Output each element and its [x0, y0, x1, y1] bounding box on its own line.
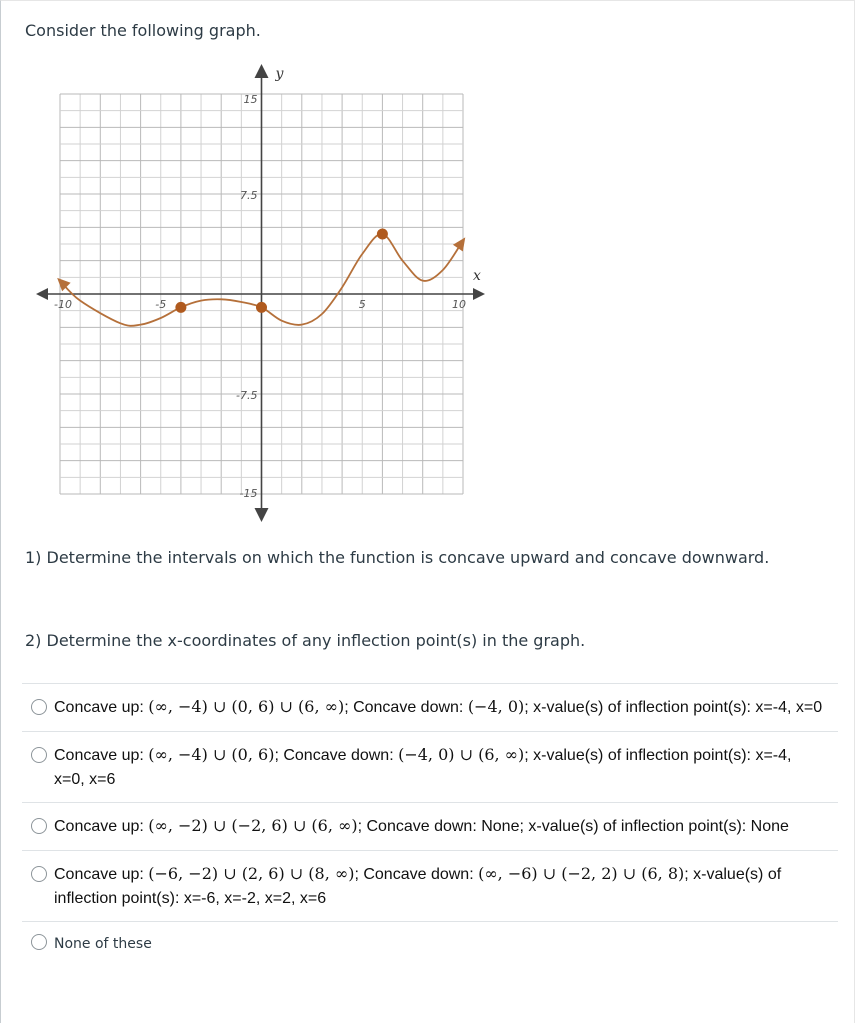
- option-math-up: (∞, −4) ∪ (0, 6): [148, 745, 275, 764]
- option-text-mid: ; Concave down: None; x-value(s) of inflection point(s): None: [357, 818, 789, 835]
- option-math-up: (−6, −2) ∪ (2, 6) ∪ (8, ∞): [148, 864, 355, 883]
- y-axis-label: y: [275, 66, 284, 82]
- option-math-down: (−4, 0) ∪ (6, ∞): [398, 745, 525, 764]
- option-text-post: ; x-value(s) of inflection point(s): x=-4, x=0, x=6: [54, 747, 792, 788]
- x-tick-label: -10: [54, 298, 72, 311]
- answer-option-3[interactable]: [22, 802, 838, 850]
- x-tick-label: 5: [358, 298, 366, 311]
- x-axis-arrow-right-icon: [473, 288, 485, 300]
- x-axis-label: x: [473, 268, 481, 284]
- option-text-pre: Concave up:: [54, 866, 149, 883]
- y-tick-label: -15: [239, 487, 258, 500]
- question-prompt: Consider the following graph.: [25, 21, 261, 40]
- marked-point: [175, 302, 186, 313]
- y-tick-label: 15: [243, 93, 258, 106]
- y-tick-label: -7.5: [236, 389, 258, 402]
- y-tick-label: 7.5: [240, 189, 258, 202]
- radio-button[interactable]: [31, 866, 47, 882]
- marked-point: [377, 229, 388, 240]
- option-text-mid: ; Concave down:: [354, 866, 479, 883]
- answer-option-4[interactable]: [22, 850, 838, 921]
- option-text-post: ; x-value(s) of inflection point(s): x=-4, x=0: [524, 699, 823, 716]
- y-axis-arrow-up-icon: [255, 64, 269, 78]
- answer-option-2[interactable]: [22, 731, 838, 802]
- option-math-down: (∞, −6) ∪ (−2, 2) ∪ (6, 8): [478, 864, 685, 883]
- option-text-pre: Concave up:: [54, 747, 149, 764]
- radio-button[interactable]: [31, 747, 47, 763]
- y-axis-arrow-down-icon: [255, 508, 269, 522]
- option-math-up: (∞, −2) ∪ (−2, 6) ∪ (6, ∞): [148, 816, 358, 835]
- option-math-up: (∞, −4) ∪ (0, 6) ∪ (6, ∞): [148, 697, 345, 716]
- function-graph: [30, 62, 490, 524]
- radio-button[interactable]: [31, 699, 47, 715]
- option-text-mid: ; Concave down:: [274, 747, 399, 764]
- question-2: 2) Determine the x-coordinates of any inflection point(s) in the graph.: [25, 631, 586, 650]
- answer-option-none[interactable]: [22, 921, 838, 966]
- option-text-mid: ; Concave down:: [344, 699, 468, 716]
- graph-tick-labels: [54, 66, 481, 500]
- graph-axes: [36, 64, 485, 522]
- x-tick-label: -5: [155, 298, 167, 311]
- answer-list: [22, 683, 838, 966]
- option-text-pre: Concave up:: [54, 818, 149, 835]
- question-1: 1) Determine the intervals on which the function is concave upward and concave downward.: [25, 548, 770, 567]
- option-text-none: None of these: [54, 936, 152, 952]
- answer-option-1[interactable]: [22, 683, 838, 731]
- option-text-post: ; x-value(s) of inflection point(s): x=-6, x=-2, x=2, x=6: [54, 866, 782, 907]
- option-math-down: (−4, 0): [467, 697, 525, 716]
- marked-point: [256, 302, 267, 313]
- x-axis-arrow-left-icon: [36, 288, 48, 300]
- option-text-pre: Concave up:: [54, 699, 149, 716]
- radio-button[interactable]: [31, 934, 47, 950]
- x-tick-label: 10: [452, 298, 466, 311]
- radio-button[interactable]: [31, 818, 47, 834]
